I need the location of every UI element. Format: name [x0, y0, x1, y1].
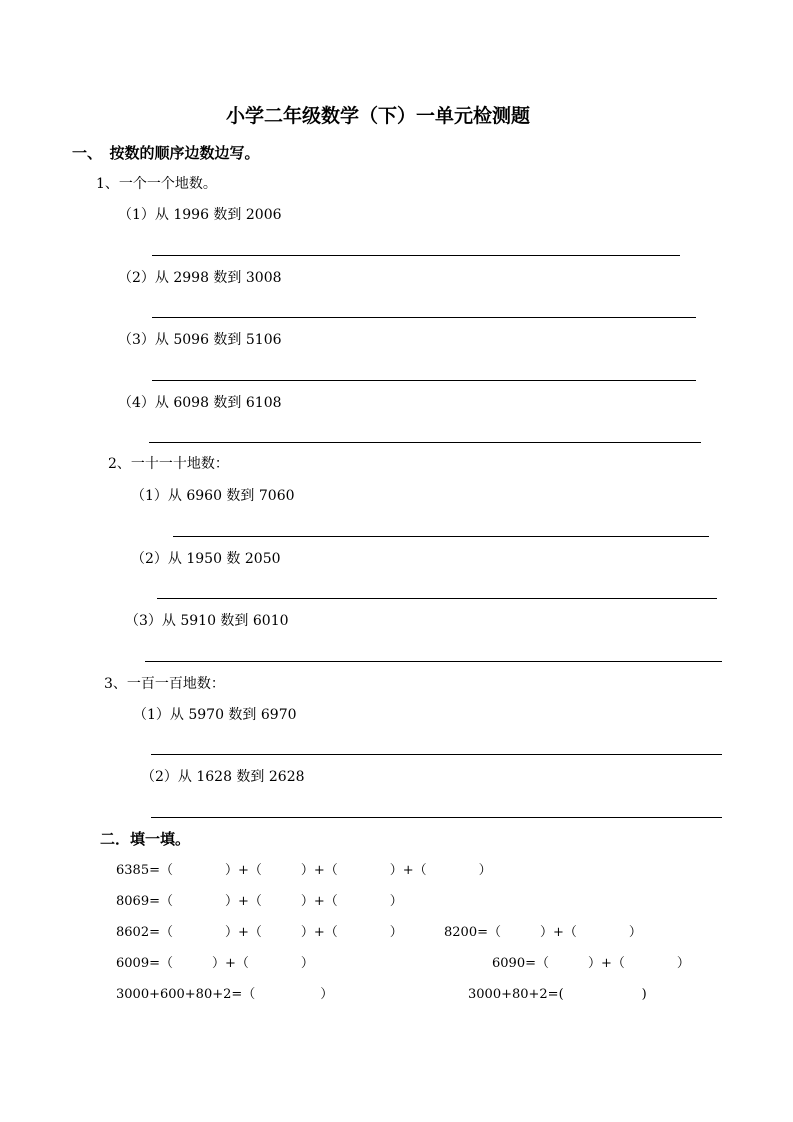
fill-row-5-left[interactable]: 3000+600+80+2=（ ） — [116, 987, 334, 1002]
answer-line-3-2[interactable] — [151, 817, 722, 818]
answer-line-3-1[interactable] — [151, 754, 722, 755]
question-2-1: （1）从 6960 数到 7060 — [131, 488, 295, 504]
question-3-1: （1）从 5970 数到 6970 — [133, 707, 297, 723]
fill-row-4-right[interactable]: 6090=（ ）+（ ） — [492, 956, 690, 971]
question-3-2: （2）从 1628 数到 2628 — [141, 769, 305, 785]
section1-heading: 一、 按数的顺序边数边写。 — [72, 144, 260, 162]
fill-row-2[interactable]: 8069=（ ）+（ ）+（ ） — [116, 894, 403, 909]
page-title: 小学二年级数学（下）一单元检测题 — [226, 105, 531, 127]
answer-line-1-1[interactable] — [152, 255, 680, 256]
fill-row-1[interactable]: 6385=（ ）+（ ）+（ ）+（ ） — [116, 863, 492, 878]
question-1-3: （3）从 5096 数到 5106 — [118, 332, 282, 348]
fill-row-3-right[interactable]: 8200=（ ）+（ ） — [444, 925, 642, 940]
answer-line-1-4[interactable] — [149, 442, 701, 443]
question-2-3: （3）从 5910 数到 6010 — [125, 613, 289, 629]
answer-line-2-3[interactable] — [145, 661, 722, 662]
answer-line-1-2[interactable] — [152, 317, 696, 318]
question-1-1: （1）从 1996 数到 2006 — [118, 207, 282, 223]
question-1-4: （4）从 6098 数到 6108 — [118, 395, 282, 411]
fill-row-5-right[interactable]: 3000+80+2=( ) — [468, 987, 647, 1002]
fill-row-4-left[interactable]: 6009=（ ）+（ ） — [116, 956, 314, 971]
answer-line-2-2[interactable] — [157, 598, 717, 599]
answer-line-1-3[interactable] — [152, 380, 696, 381]
part2-label: 2、一十一十地数： — [108, 456, 229, 472]
question-1-2: （2）从 2998 数到 3008 — [118, 270, 282, 286]
part1-label: 1、一个一个地数。 — [96, 176, 217, 192]
fill-row-3-left[interactable]: 8602=（ ）+（ ）+（ ） — [116, 925, 403, 940]
part3-label: 3、一百一百地数： — [104, 676, 225, 692]
question-2-2: （2）从 1950 数 2050 — [131, 551, 281, 567]
answer-line-2-1[interactable] — [173, 536, 709, 537]
section2-heading: 二．填一填。 — [100, 830, 191, 848]
